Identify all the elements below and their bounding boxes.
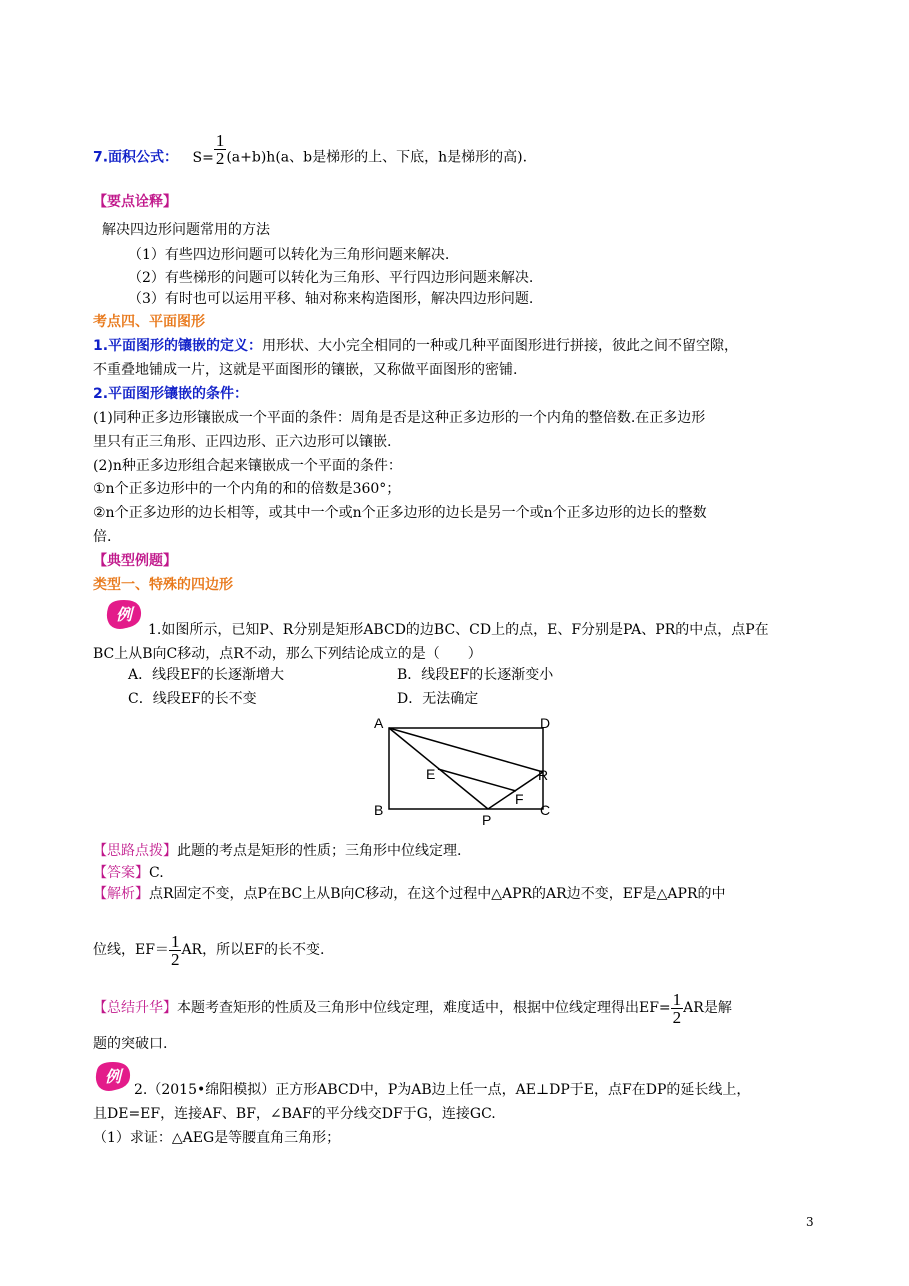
key-points-intro: 解决四边形问题常用的方法	[102, 222, 270, 238]
hint-label: 【思路点拨】	[93, 843, 177, 859]
option-a: A．线段EF的长逐渐增大	[128, 667, 285, 683]
example-badge-2-text: 例	[104, 1069, 122, 1086]
fraction-denominator: 2	[215, 149, 225, 168]
page-number: 3	[806, 1215, 814, 1229]
label-d: D	[540, 715, 551, 731]
definition-text-1: 用形状、大小完全相同的一种或几种平面图形进行拼接，彼此之间不留空隙，	[262, 338, 739, 354]
analysis-text-2b: AR，所以EF的长不变.	[181, 942, 325, 958]
summary-line-1	[93, 988, 732, 1028]
analysis-fraction-denominator: 2	[170, 949, 180, 969]
section-7-label: 7.面积公式：	[93, 149, 179, 166]
hint-line	[93, 841, 461, 861]
rectangle-figure	[370, 712, 560, 828]
label-a: A	[374, 715, 384, 731]
analysis-label: 【解析】	[93, 886, 149, 902]
key-point-item-3: （3）有时也可以运用平移、轴对称来构造图形，解决四边形问题.	[128, 291, 534, 307]
example-badge-1	[104, 598, 144, 632]
label-e: E	[426, 766, 436, 782]
summary-label: 【总结升华】	[93, 1000, 177, 1016]
option-d: D．无法确定	[397, 691, 479, 707]
formula-prefix: S=	[192, 149, 214, 166]
type-1-heading: 类型一、特殊的四边形	[93, 577, 233, 593]
label-c: C	[540, 802, 551, 818]
analysis-fraction-numerator: 1	[170, 931, 180, 951]
answer-line	[93, 863, 164, 883]
definition-label: 1.平面图形的镶嵌的定义：	[93, 338, 263, 354]
key-point-item-1: （1）有些四边形问题可以转化为三角形问题来解决.	[128, 247, 450, 263]
section-7	[93, 131, 528, 175]
key-point-item-2: （2）有些梯形的问题可以转化为三角形、平行四边形问题来解决.	[128, 270, 534, 286]
topic-4-heading: 考点四、平面图形	[93, 314, 205, 330]
tessellation-definition	[93, 336, 738, 356]
analysis-text-2a: 位线，EF＝	[93, 942, 169, 958]
label-f: F	[515, 791, 524, 807]
summary-text-1b: AR是解	[683, 1000, 732, 1016]
answer-text: C.	[149, 865, 164, 881]
analysis-line-2	[93, 930, 324, 970]
condition-line-4: ①n个正多边形中的一个内角的和的倍数是360°；	[93, 481, 401, 497]
label-p: P	[482, 812, 492, 828]
answer-label: 【答案】	[93, 865, 149, 881]
condition-line-2: 里只有正三角形、正四边形、正六边形可以镶嵌.	[93, 434, 392, 450]
question-2-line-2: 且DE=EF，连接AF、BF，∠BAF的平分线交DF于G，连接GC.	[93, 1106, 496, 1122]
analysis-text-1: 点R固定不变，点P在BC上从B向C移动，在这个过程中△APR的AR边不变，EF是△APR的中	[149, 886, 726, 902]
summary-fraction	[671, 991, 684, 1026]
condition-label: 2.平面图形镶嵌的条件：	[93, 386, 249, 402]
analysis-fraction	[169, 933, 182, 968]
hint-text: 此题的考点是矩形的性质；三角形中位线定理.	[177, 843, 462, 859]
label-r: R	[538, 767, 549, 783]
condition-line-6: 倍.	[93, 529, 112, 545]
fraction-numerator: 1	[215, 131, 225, 150]
question-2-line-1: 2.（2015•绵阳模拟）正方形ABCD中，P为AB边上任一点，AE⊥DP于E，点F在DP的延长线上，	[134, 1082, 751, 1098]
summary-fraction-denominator: 2	[672, 1007, 682, 1027]
segment-ar	[389, 728, 543, 772]
analysis-line-1	[93, 884, 725, 904]
example-badge-2	[93, 1060, 133, 1094]
condition-line-1: (1)同种正多边形镶嵌成一个平面的条件：周角是否是这种正多边形的一个内角的整倍数.在正多边形	[93, 410, 706, 426]
label-b: B	[374, 802, 384, 818]
formula-rest: (a+b)h(a、b是梯形的上、下底，h是梯形的高).	[226, 149, 528, 166]
condition-line-3: (2)n种正多边形组合起来镶嵌成一个平面的条件：	[93, 458, 402, 474]
summary-line-2: 题的突破口.	[93, 1036, 168, 1052]
question-2-part-1: （1）求证：△AEG是等腰直角三角形；	[93, 1130, 341, 1146]
condition-line-5: ②n个正多边形的边长相等，或其中一个或n个正多边形的边长是另一个或n个正多边形的边长的整数	[93, 505, 707, 521]
examples-heading: 【典型例题】	[93, 553, 177, 569]
summary-text-1a: 本题考查矩形的性质及三角形中位线定理，难度适中，根据中位线定理得出EF=	[177, 1000, 671, 1016]
formula-fraction	[214, 132, 227, 167]
segment-ef	[438, 769, 516, 791]
definition-text-2: 不重叠地铺成一片，这就是平面图形的镶嵌，又称做平面图形的密铺.	[93, 362, 518, 378]
example-badge-1-text: 例	[115, 607, 133, 624]
option-b: B．线段EF的长逐渐变小	[397, 667, 554, 683]
option-c: C．线段EF的长不变	[128, 691, 257, 707]
question-1-line-2: BC上从B向C移动，点R不动，那么下列结论成立的是（ ）	[93, 646, 482, 662]
question-1-line-1: 1.如图所示，已知P、R分别是矩形ABCD的边BC、CD上的点，E、F分别是PA、PR的中点，点P在	[148, 622, 769, 638]
summary-fraction-numerator: 1	[672, 989, 682, 1009]
key-points-heading: 【要点诠释】	[93, 194, 177, 210]
